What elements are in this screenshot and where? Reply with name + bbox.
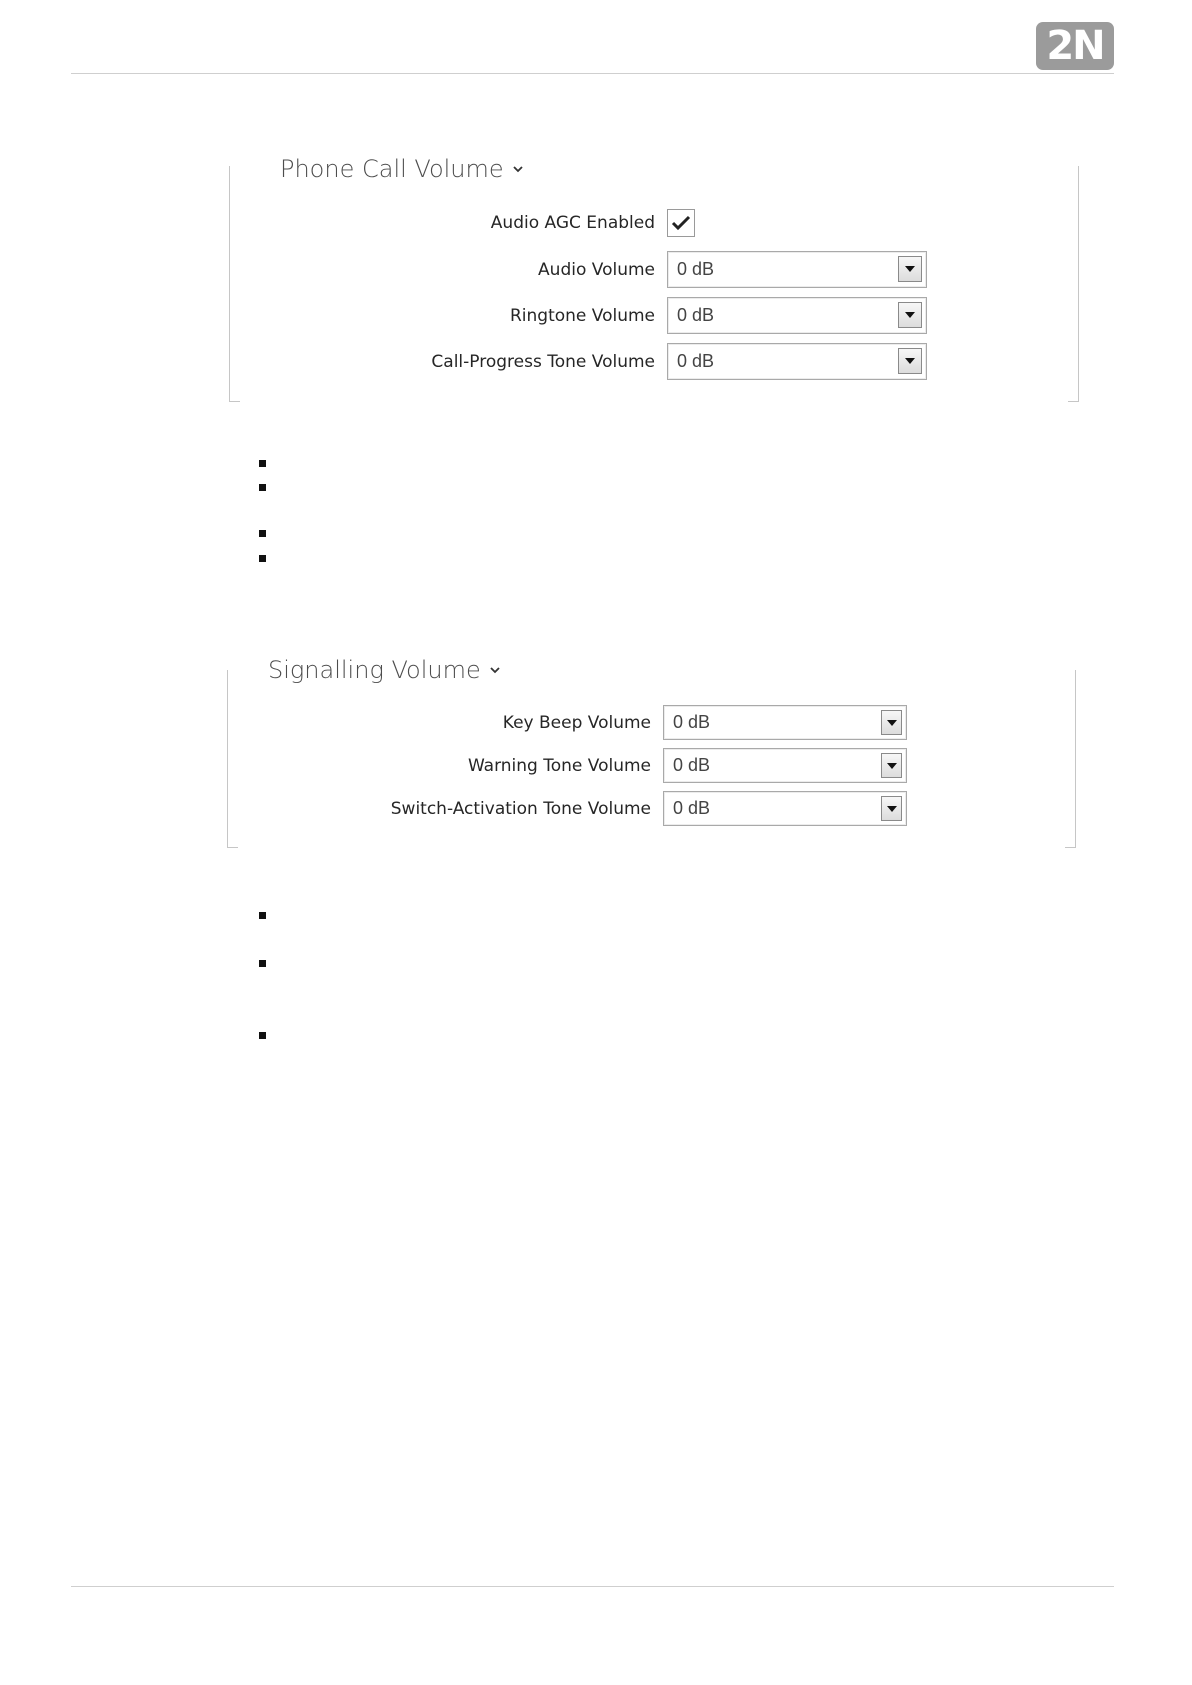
dropdown-arrow-icon — [905, 358, 915, 364]
audio-volume-value: 0 dB — [677, 259, 715, 279]
key-beep-volume-select[interactable] — [663, 705, 907, 740]
chevron-down-icon — [489, 664, 501, 676]
dropdown-button[interactable] — [898, 348, 922, 374]
checkmark-icon — [671, 214, 691, 232]
call-progress-tone-volume-value: 0 dB — [677, 351, 715, 371]
switch-activation-tone-volume-label: Switch-Activation Tone Volume — [390, 798, 651, 819]
list-bullet — [259, 484, 266, 491]
audio-agc-label: Audio AGC Enabled — [490, 213, 655, 233]
list-bullet — [259, 1032, 266, 1039]
call-progress-tone-volume-row — [300, 343, 927, 380]
ringtone-volume-label: Ringtone Volume — [509, 305, 655, 326]
switch-activation-tone-volume-select[interactable] — [663, 791, 907, 826]
ringtone-volume-value: 0 dB — [677, 305, 715, 325]
audio-agc-checkbox[interactable] — [667, 209, 695, 237]
list-bullet — [259, 912, 266, 919]
audio-volume-row — [300, 251, 927, 288]
dropdown-arrow-icon — [887, 806, 897, 812]
logo-text: 2N — [1046, 23, 1104, 69]
call-progress-tone-volume-select[interactable] — [667, 343, 927, 380]
list-bullet — [259, 460, 266, 467]
warning-tone-volume-select[interactable] — [663, 748, 907, 783]
dropdown-arrow-icon — [887, 763, 897, 769]
ringtone-volume-row — [300, 297, 927, 334]
chevron-down-icon — [512, 163, 524, 175]
dropdown-arrow-icon — [887, 720, 897, 726]
section-title: Signalling Volume — [268, 656, 481, 684]
switch-activation-tone-volume-row — [300, 791, 907, 826]
audio-volume-label: Audio Volume — [538, 259, 655, 280]
dropdown-button[interactable] — [898, 256, 922, 282]
section-frame-left — [229, 166, 240, 402]
dropdown-arrow-icon — [905, 266, 915, 272]
dropdown-arrow-icon — [905, 312, 915, 318]
switch-activation-tone-volume-value: 0 dB — [673, 798, 711, 818]
warning-tone-volume-row — [300, 748, 907, 783]
footer-divider — [71, 1586, 1114, 1587]
list-bullet — [259, 960, 266, 967]
audio-agc-row — [300, 209, 695, 237]
header-divider — [71, 73, 1114, 74]
call-progress-tone-volume-label: Call-Progress Tone Volume — [431, 351, 655, 372]
ringtone-volume-select[interactable] — [667, 297, 927, 334]
audio-volume-select[interactable] — [667, 251, 927, 288]
section-title: Phone Call Volume — [280, 155, 504, 183]
section-frame-left — [227, 670, 238, 848]
dropdown-button[interactable] — [898, 302, 922, 328]
brand-logo — [1036, 22, 1114, 70]
signalling-volume-header[interactable] — [262, 656, 507, 684]
section-frame-right — [1065, 670, 1076, 848]
list-bullet — [259, 530, 266, 537]
key-beep-volume-label: Key Beep Volume — [502, 712, 651, 733]
key-beep-volume-row — [300, 705, 907, 740]
key-beep-volume-value: 0 dB — [673, 712, 711, 732]
list-bullet — [259, 555, 266, 562]
section-frame-right — [1068, 166, 1079, 402]
dropdown-button[interactable] — [881, 796, 902, 821]
dropdown-button[interactable] — [881, 753, 902, 778]
warning-tone-volume-label: Warning Tone Volume — [467, 755, 651, 776]
warning-tone-volume-value: 0 dB — [673, 755, 711, 775]
dropdown-button[interactable] — [881, 710, 902, 735]
phone-call-volume-header[interactable] — [274, 155, 530, 183]
